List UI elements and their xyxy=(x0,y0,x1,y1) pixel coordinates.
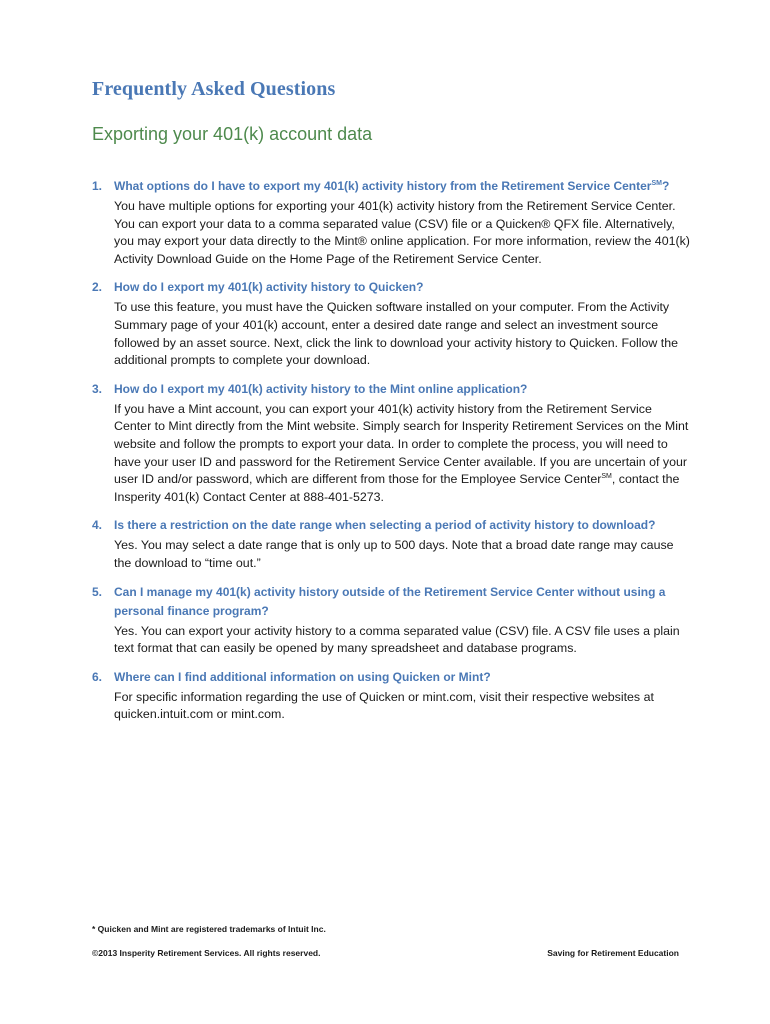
faq-question: Is there a restriction on the date range when selecting a period of activity history to download? xyxy=(114,518,656,533)
faq-number: 6. xyxy=(92,669,103,684)
faq-answer: For specific information regarding the use of Quicken or mint.com, visit their respective websites at quicken.intuit.com or mint.com. xyxy=(114,689,654,722)
faq-number: 3. xyxy=(92,381,103,396)
faq-number: 2. xyxy=(92,280,103,295)
faq-list xyxy=(92,177,692,734)
faq-item xyxy=(92,177,692,268)
faq-answer: Yes. You can export your activity history to a comma separated value (CSV) file. A CSV file uses a plain text format that can easily be opened by many spreadsheet and database programs. xyxy=(114,623,680,656)
footer-series-title: Saving for Retirement Education xyxy=(547,948,679,958)
copyright-notice: ©2013 Insperity Retirement Services. All rights reserved. xyxy=(92,948,321,958)
faq-answer: Yes. You may select a date range that is only up to 500 days. Note that a broad date range may cause the download to “time out.” xyxy=(114,538,674,570)
page-subtitle: Exporting your 401(k) account data xyxy=(92,124,373,144)
service-mark: SM xyxy=(601,473,612,480)
faq-item xyxy=(92,380,692,507)
faq-answer: You have multiple options for exporting your 401(k) activity history from the Retirement Service Center. You can export your data to a comma separated value (CSV) file or a Quicken® QFX file. Alternatively, you may export your data directly to the Mint® online application. For more information, review the 401(k) Activity Download Guide on the Home Page of the Retirement Service Center. xyxy=(114,199,690,266)
faq-question: Can I manage my 401(k) activity history outside of the Retirement Service Center without using a personal finance program? xyxy=(114,584,666,618)
faq-question: How do I export my 401(k) activity history to Quicken? xyxy=(114,280,424,295)
faq-answer: If you have a Mint account, you can export your 401(k) activity history from the Retirement Service Center to Mint directly from the Mint website. Simply search for Insperity Retirement Services on the Mint website and follow the prompts to export your data. In order to complete the process, you will need to have your user ID and password for the Retirement Service Center available. If you are uncertain of your user ID and/or password, which are different from those for the Employee Service Center℠, contact the Insperity 401(k) Contact Center at 888-401-5273. xyxy=(114,401,689,504)
faq-item xyxy=(92,583,692,658)
faq-number: 5. xyxy=(92,584,103,599)
faq-number: 4. xyxy=(92,518,103,533)
faq-question: How do I export my 401(k) activity history to the Mint online application? xyxy=(114,381,528,396)
faq-answer: To use this feature, you must have the Quicken software installed on your computer. From the Activity Summary page of your 401(k) account, enter a desired date range and select an investment source followed by an asset source. Next, click the link to download your activity history to Quicken. Follow the additional prompts to complete your download. xyxy=(114,300,679,368)
faq-question: Where can I find additional information on using Quicken or Mint? xyxy=(114,669,491,684)
page-title: Frequently Asked Questions xyxy=(92,78,336,100)
service-mark: SM xyxy=(651,180,662,187)
faq-question: What options do I have to export my 401(k) activity history from the Retirement Service Center℠? xyxy=(114,179,670,193)
faq-number: 1. xyxy=(92,179,103,193)
faq-item xyxy=(92,668,692,724)
faq-item xyxy=(92,516,692,572)
faq-item xyxy=(92,278,692,369)
trademark-footnote: * Quicken and Mint are registered trademarks of Intuit Inc. xyxy=(92,924,326,934)
